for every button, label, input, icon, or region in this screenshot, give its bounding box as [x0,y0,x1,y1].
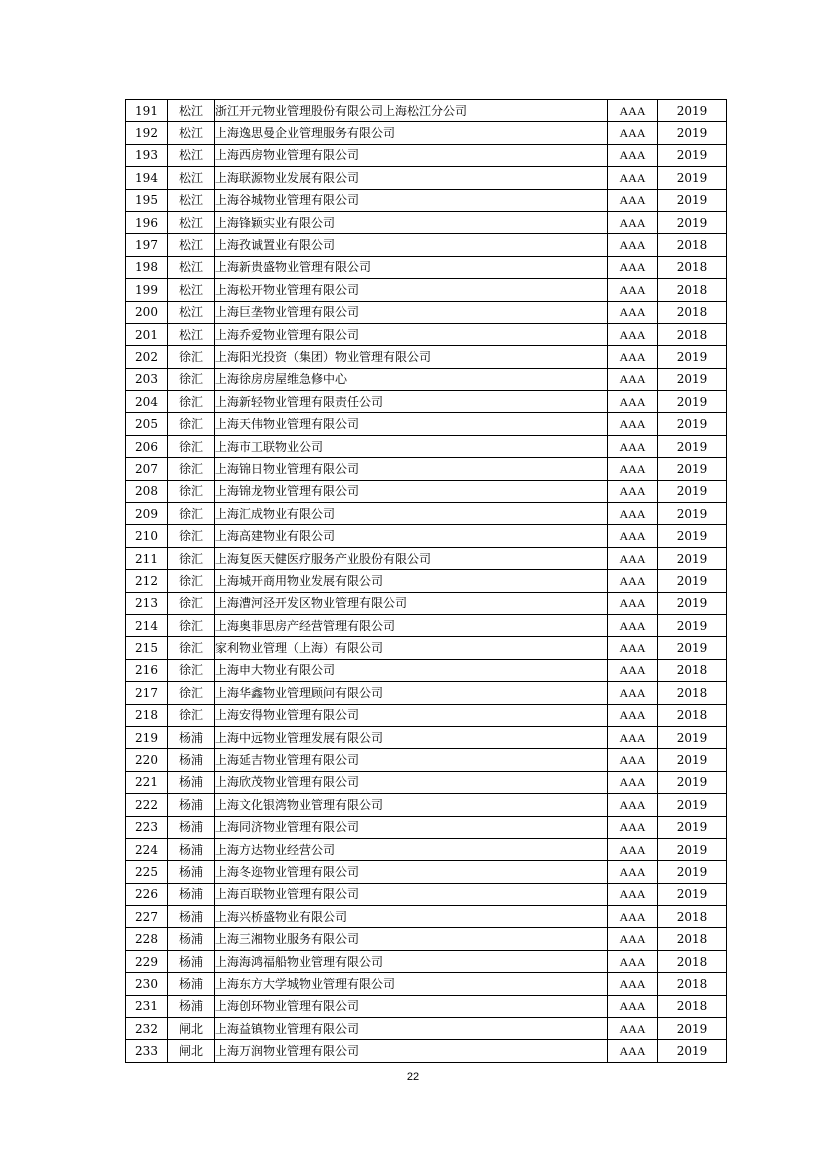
district-cell: 松江 [168,279,215,301]
company-name-cell: 上海方达物业经营公司 [215,838,608,860]
row-number: 217 [126,682,168,704]
grade-cell: AAA [608,973,658,995]
year-cell: 2019 [658,838,727,860]
table-row [126,1040,727,1062]
district-cell: 杨浦 [168,973,215,995]
district-cell: 松江 [168,323,215,345]
year-cell: 2018 [658,928,727,950]
district-cell: 杨浦 [168,950,215,972]
row-number: 222 [126,794,168,816]
grade-cell: AAA [608,726,658,748]
table-row [126,234,727,256]
year-cell: 2018 [658,995,727,1017]
year-cell: 2019 [658,391,727,413]
district-cell: 徐汇 [168,704,215,726]
row-number: 223 [126,816,168,838]
year-cell: 2019 [658,637,727,659]
row-number: 220 [126,749,168,771]
table-row [126,726,727,748]
row-number: 218 [126,704,168,726]
year-cell: 2019 [658,346,727,368]
company-name-cell: 上海三湘物业服务有限公司 [215,928,608,950]
district-cell: 松江 [168,256,215,278]
table-row [126,861,727,883]
grade-cell: AAA [608,458,658,480]
district-cell: 松江 [168,211,215,233]
company-name-cell: 上海锋颖实业有限公司 [215,211,608,233]
year-cell: 2018 [658,256,727,278]
year-cell: 2018 [658,973,727,995]
company-name-cell: 上海徐房房屋维急修中心 [215,368,608,390]
year-cell: 2019 [658,144,727,166]
grade-cell: AAA [608,256,658,278]
row-number: 210 [126,525,168,547]
grade-cell: AAA [608,570,658,592]
table-row [126,256,727,278]
company-name-cell: 上海阳光投资（集团）物业管理有限公司 [215,346,608,368]
row-number: 219 [126,726,168,748]
district-cell: 徐汇 [168,458,215,480]
company-name-cell: 上海漕河泾开发区物业管理有限公司 [215,592,608,614]
district-cell: 徐汇 [168,614,215,636]
table-row [126,346,727,368]
company-name-cell: 上海复医天健医疗服务产业股份有限公司 [215,547,608,569]
table-row [126,794,727,816]
grade-cell: AAA [608,995,658,1017]
year-cell: 2019 [658,122,727,144]
district-cell: 松江 [168,167,215,189]
row-number: 199 [126,279,168,301]
row-number: 230 [126,973,168,995]
year-cell: 2019 [658,368,727,390]
company-name-cell: 上海新轻物业管理有限责任公司 [215,391,608,413]
company-name-cell: 上海万润物业管理有限公司 [215,1040,608,1062]
company-name-cell: 家利物业管理（上海）有限公司 [215,637,608,659]
grade-cell: AAA [608,413,658,435]
table-row [126,749,727,771]
district-cell: 杨浦 [168,749,215,771]
company-name-cell: 上海东方大学城物业管理有限公司 [215,973,608,995]
company-name-cell: 上海安得物业管理有限公司 [215,704,608,726]
row-number: 226 [126,883,168,905]
year-cell: 2019 [658,503,727,525]
company-name-cell: 上海奥菲思房产经营管理有限公司 [215,614,608,636]
district-cell: 徐汇 [168,682,215,704]
district-cell: 徐汇 [168,637,215,659]
year-cell: 2018 [658,323,727,345]
district-cell: 杨浦 [168,883,215,905]
district-cell: 徐汇 [168,413,215,435]
grade-cell: AAA [608,794,658,816]
row-number: 213 [126,592,168,614]
grade-cell: AAA [608,659,658,681]
year-cell: 2019 [658,525,727,547]
row-number: 207 [126,458,168,480]
grade-cell: AAA [608,144,658,166]
year-cell: 2018 [658,704,727,726]
district-cell: 徐汇 [168,368,215,390]
year-cell: 2019 [658,1018,727,1040]
row-number: 200 [126,301,168,323]
table-row [126,838,727,860]
grade-cell: AAA [608,592,658,614]
grade-cell: AAA [608,503,658,525]
district-cell: 徐汇 [168,592,215,614]
grade-cell: AAA [608,682,658,704]
year-cell: 2019 [658,547,727,569]
row-number: 203 [126,368,168,390]
district-cell: 杨浦 [168,838,215,860]
year-cell: 2018 [658,234,727,256]
table-row [126,458,727,480]
grade-cell: AAA [608,1018,658,1040]
year-cell: 2019 [658,413,727,435]
company-name-cell: 上海逸思曼企业管理服务有限公司 [215,122,608,144]
row-number: 192 [126,122,168,144]
table-row [126,973,727,995]
company-name-cell: 上海西房物业管理有限公司 [215,144,608,166]
year-cell: 2018 [658,659,727,681]
grade-cell: AAA [608,547,658,569]
grade-cell: AAA [608,771,658,793]
company-name-cell: 上海锦日物业管理有限公司 [215,458,608,480]
table-row [126,883,727,905]
district-cell: 杨浦 [168,794,215,816]
company-name-cell: 上海新贵盛物业管理有限公司 [215,256,608,278]
year-cell: 2019 [658,749,727,771]
district-cell: 徐汇 [168,480,215,502]
row-number: 196 [126,211,168,233]
table-row [126,301,727,323]
row-number: 231 [126,995,168,1017]
company-name-cell: 上海延吉物业管理有限公司 [215,749,608,771]
table-row [126,995,727,1017]
year-cell: 2019 [658,1040,727,1062]
district-cell: 杨浦 [168,726,215,748]
row-number: 215 [126,637,168,659]
row-number: 201 [126,323,168,345]
district-cell: 闸北 [168,1018,215,1040]
company-name-cell: 上海联源物业发展有限公司 [215,167,608,189]
row-number: 206 [126,435,168,457]
table-row [126,771,727,793]
grade-cell: AAA [608,234,658,256]
row-number: 194 [126,167,168,189]
grade-cell: AAA [608,391,658,413]
row-number: 195 [126,189,168,211]
district-cell: 杨浦 [168,861,215,883]
company-name-cell: 上海城开商用物业发展有限公司 [215,570,608,592]
district-cell: 徐汇 [168,346,215,368]
rating-table [125,99,727,1063]
district-cell: 松江 [168,234,215,256]
year-cell: 2019 [658,480,727,502]
company-name-cell: 上海高建物业有限公司 [215,525,608,547]
row-number: 202 [126,346,168,368]
company-name-cell: 上海兴桥盛物业有限公司 [215,906,608,928]
grade-cell: AAA [608,301,658,323]
grade-cell: AAA [608,816,658,838]
page-number: 22 [406,1071,420,1083]
grade-cell: AAA [608,189,658,211]
table-row [126,614,727,636]
company-name-cell: 上海汇成物业有限公司 [215,503,608,525]
table-row [126,189,727,211]
row-number: 204 [126,391,168,413]
table-row [126,391,727,413]
company-name-cell: 上海冬迩物业管理有限公司 [215,861,608,883]
company-name-cell: 上海松开物业管理有限公司 [215,279,608,301]
table-row [126,1018,727,1040]
table-row [126,211,727,233]
district-cell: 徐汇 [168,503,215,525]
row-number: 209 [126,503,168,525]
row-number: 221 [126,771,168,793]
grade-cell: AAA [608,167,658,189]
row-number: 212 [126,570,168,592]
row-number: 228 [126,928,168,950]
grade-cell: AAA [608,279,658,301]
table-row [126,503,727,525]
row-number: 233 [126,1040,168,1062]
table-row [126,682,727,704]
year-cell: 2019 [658,458,727,480]
district-cell: 杨浦 [168,906,215,928]
district-cell: 杨浦 [168,928,215,950]
grade-cell: AAA [608,704,658,726]
table-row [126,950,727,972]
year-cell: 2019 [658,794,727,816]
district-cell: 徐汇 [168,525,215,547]
year-cell: 2019 [658,883,727,905]
row-number: 197 [126,234,168,256]
company-name-cell: 上海同济物业管理有限公司 [215,816,608,838]
table-row [126,100,727,122]
row-number: 208 [126,480,168,502]
grade-cell: AAA [608,883,658,905]
company-name-cell: 上海益镇物业管理有限公司 [215,1018,608,1040]
table-row [126,435,727,457]
company-name-cell: 上海申大物业有限公司 [215,659,608,681]
table-row [126,167,727,189]
district-cell: 闸北 [168,1040,215,1062]
grade-cell: AAA [608,122,658,144]
company-name-cell: 上海百联物业管理有限公司 [215,883,608,905]
table-row [126,592,727,614]
row-number: 216 [126,659,168,681]
row-number: 205 [126,413,168,435]
grade-cell: AAA [608,614,658,636]
district-cell: 杨浦 [168,816,215,838]
row-number: 211 [126,547,168,569]
district-cell: 松江 [168,189,215,211]
district-cell: 徐汇 [168,391,215,413]
table-row [126,928,727,950]
grade-cell: AAA [608,525,658,547]
company-name-cell: 上海海鸿福船物业管理有限公司 [215,950,608,972]
year-cell: 2019 [658,167,727,189]
year-cell: 2019 [658,771,727,793]
grade-cell: AAA [608,838,658,860]
grade-cell: AAA [608,950,658,972]
table-row [126,547,727,569]
year-cell: 2019 [658,211,727,233]
year-cell: 2019 [658,592,727,614]
company-name-cell: 上海乔爱物业管理有限公司 [215,323,608,345]
grade-cell: AAA [608,368,658,390]
district-cell: 松江 [168,122,215,144]
company-name-cell: 上海市工联物业公司 [215,435,608,457]
table-row [126,279,727,301]
district-cell: 徐汇 [168,435,215,457]
grade-cell: AAA [608,637,658,659]
year-cell: 2019 [658,726,727,748]
rating-table-body [126,100,727,1063]
grade-cell: AAA [608,211,658,233]
year-cell: 2019 [658,614,727,636]
table-row [126,144,727,166]
year-cell: 2019 [658,861,727,883]
table-row [126,323,727,345]
row-number: 191 [126,100,168,122]
district-cell: 松江 [168,144,215,166]
grade-cell: AAA [608,435,658,457]
district-cell: 杨浦 [168,771,215,793]
district-cell: 徐汇 [168,570,215,592]
year-cell: 2019 [658,100,727,122]
row-number: 227 [126,906,168,928]
row-number: 232 [126,1018,168,1040]
grade-cell: AAA [608,480,658,502]
year-cell: 2018 [658,301,727,323]
district-cell: 杨浦 [168,995,215,1017]
grade-cell: AAA [608,749,658,771]
table-row [126,525,727,547]
company-name-cell: 上海中远物业管理发展有限公司 [215,726,608,748]
grade-cell: AAA [608,323,658,345]
company-name-cell: 上海谷城物业管理有限公司 [215,189,608,211]
grade-cell: AAA [608,928,658,950]
table-row [126,368,727,390]
table-row [126,704,727,726]
year-cell: 2018 [658,906,727,928]
grade-cell: AAA [608,1040,658,1062]
row-number: 214 [126,614,168,636]
year-cell: 2018 [658,950,727,972]
company-name-cell: 上海欣茂物业管理有限公司 [215,771,608,793]
district-cell: 徐汇 [168,547,215,569]
company-name-cell: 上海文化银湾物业管理有限公司 [215,794,608,816]
company-name-cell: 上海巨垄物业管理有限公司 [215,301,608,323]
table-row [126,122,727,144]
company-name-cell: 上海锦龙物业管理有限公司 [215,480,608,502]
table-row [126,906,727,928]
row-number: 198 [126,256,168,278]
year-cell: 2018 [658,682,727,704]
table-row [126,480,727,502]
table-row [126,637,727,659]
row-number: 193 [126,144,168,166]
year-cell: 2019 [658,435,727,457]
grade-cell: AAA [608,906,658,928]
company-name-cell: 上海华鑫物业管理顾问有限公司 [215,682,608,704]
district-cell: 徐汇 [168,659,215,681]
district-cell: 松江 [168,100,215,122]
company-name-cell: 上海孜诚置业有限公司 [215,234,608,256]
company-name-cell: 浙江开元物业管理股份有限公司上海松江分公司 [215,100,608,122]
grade-cell: AAA [608,346,658,368]
row-number: 224 [126,838,168,860]
year-cell: 2019 [658,570,727,592]
table-row [126,816,727,838]
year-cell: 2018 [658,279,727,301]
grade-cell: AAA [608,100,658,122]
table-row [126,413,727,435]
company-name-cell: 上海创环物业管理有限公司 [215,995,608,1017]
table-row [126,659,727,681]
company-name-cell: 上海天伟物业管理有限公司 [215,413,608,435]
row-number: 229 [126,950,168,972]
district-cell: 松江 [168,301,215,323]
year-cell: 2019 [658,189,727,211]
row-number: 225 [126,861,168,883]
grade-cell: AAA [608,861,658,883]
table-row [126,570,727,592]
year-cell: 2019 [658,816,727,838]
